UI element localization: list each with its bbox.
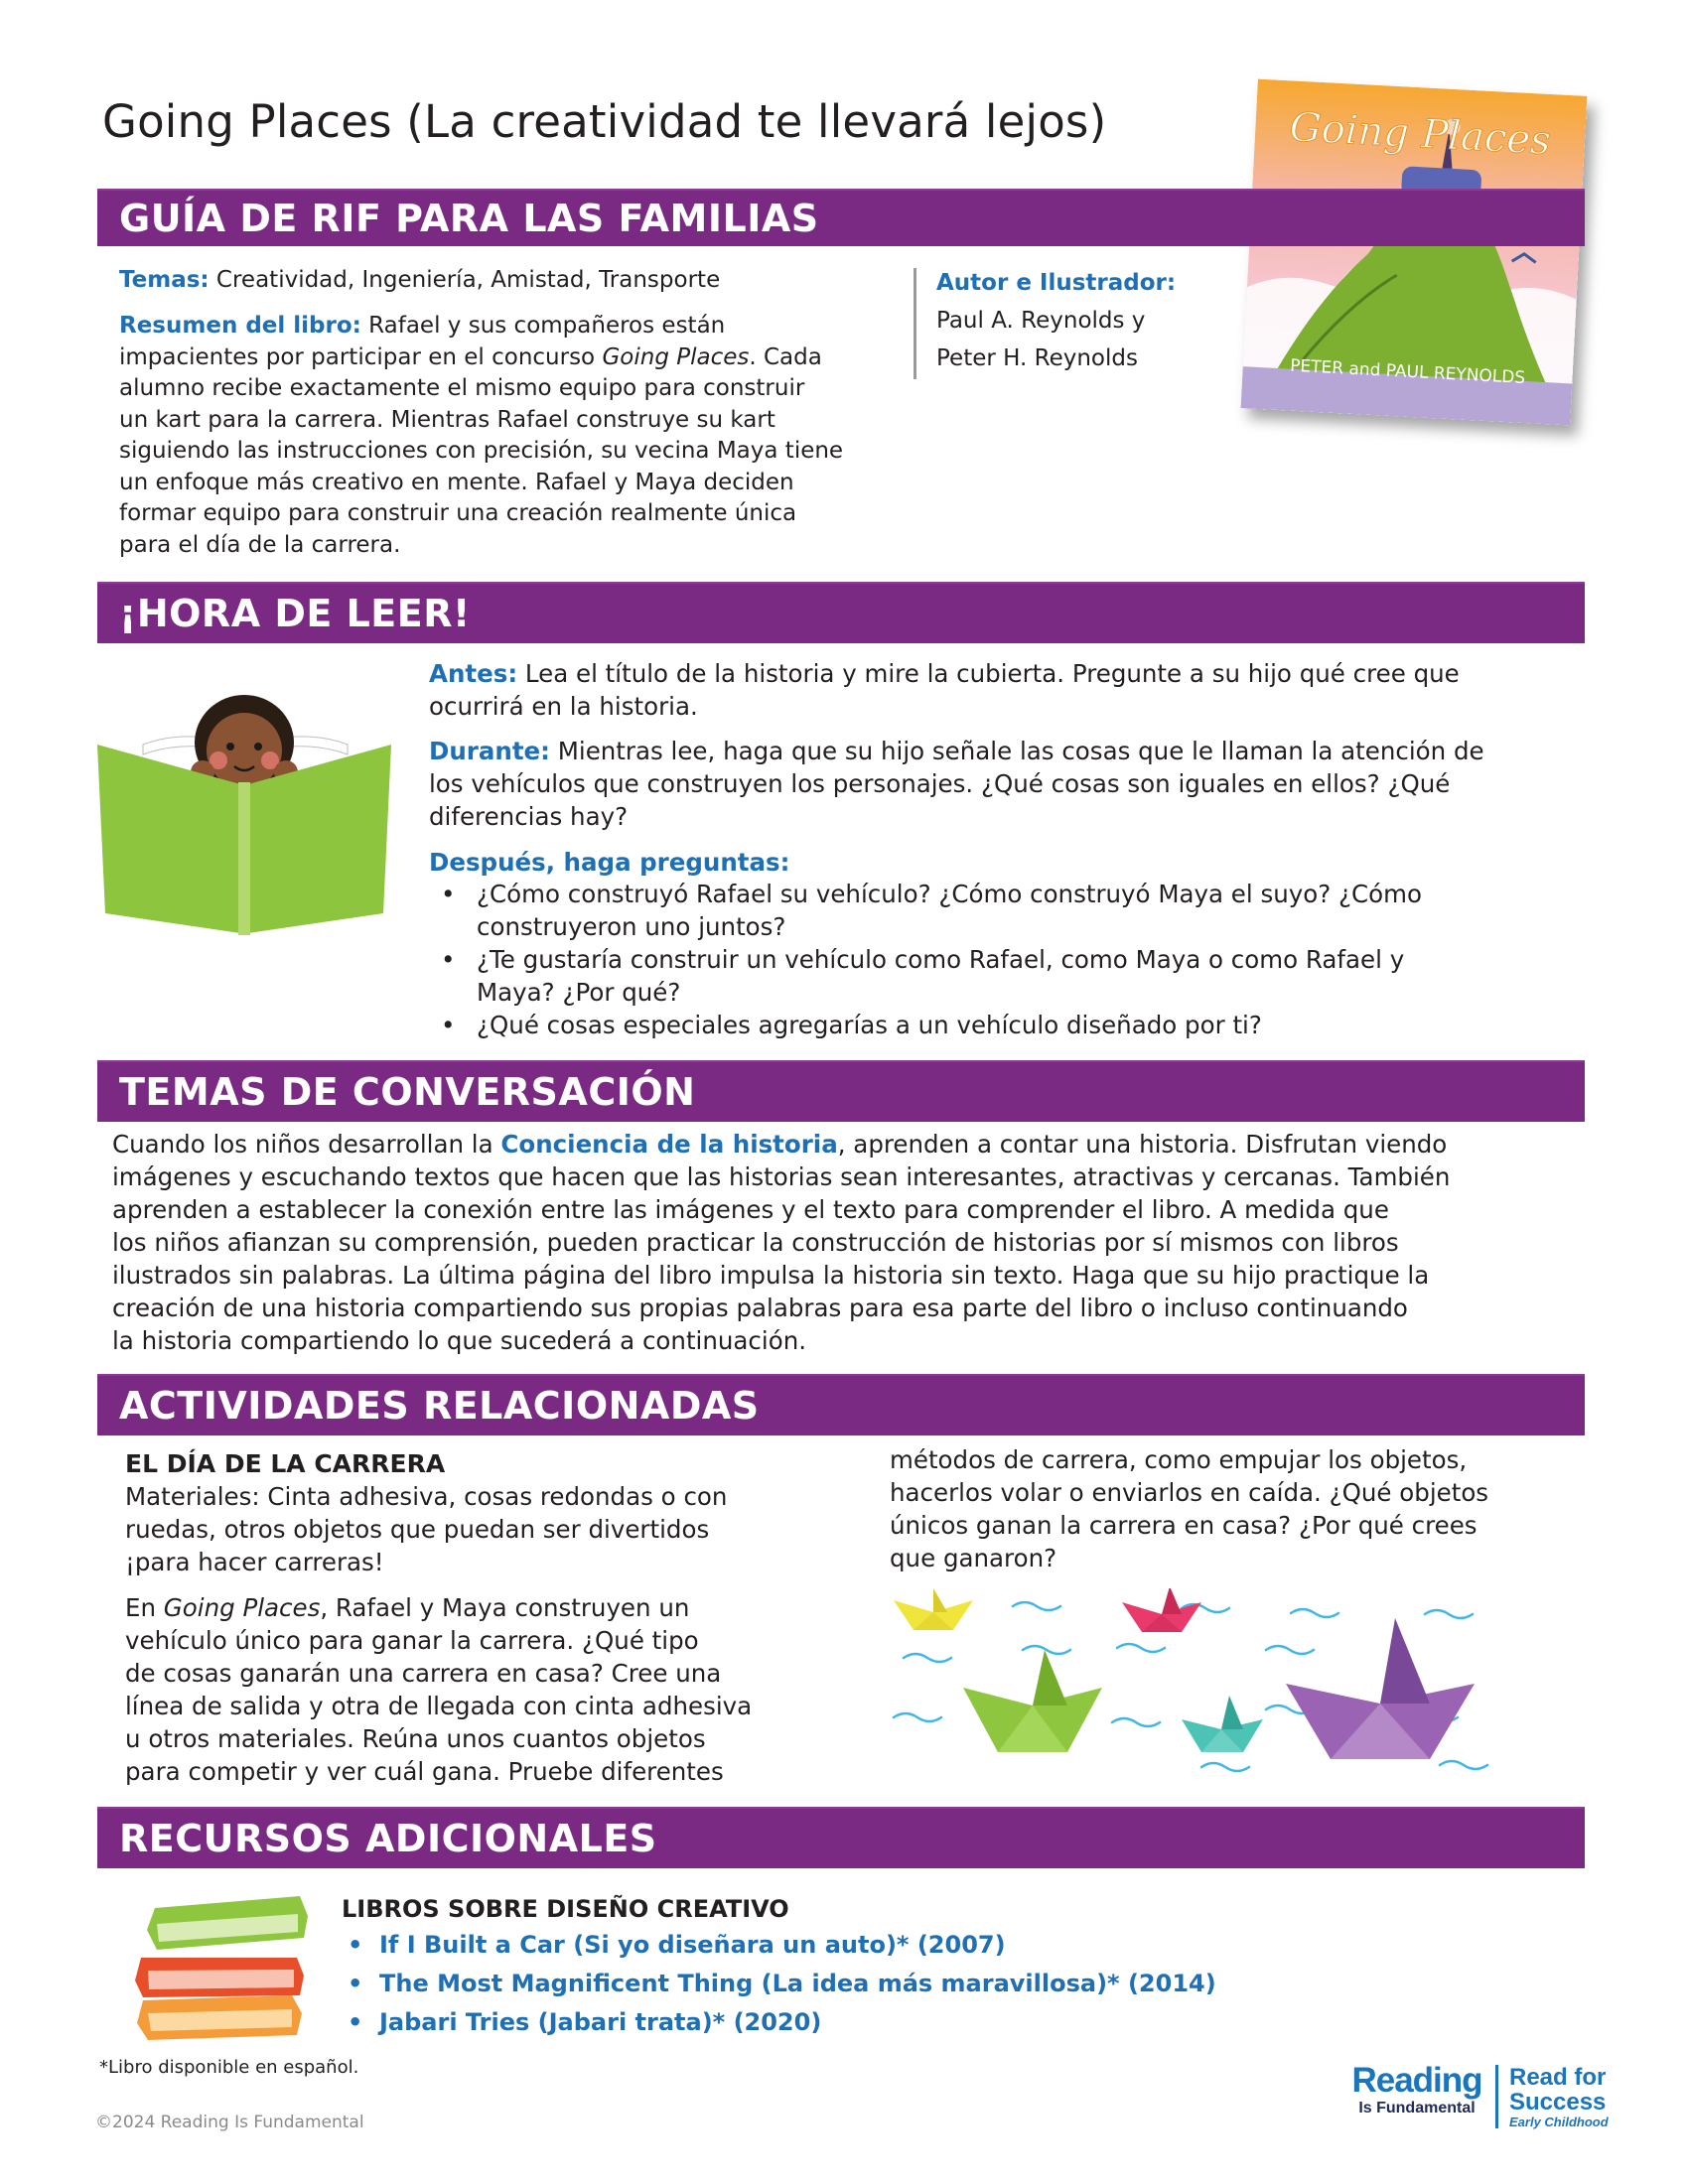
book-summary (119, 311, 914, 561)
activity-instructions (125, 1591, 850, 1788)
themes-label: Temas: (119, 267, 210, 293)
summary-book-title: Going Places (602, 343, 750, 370)
activity-line: métodos de carrera, como empujar los objetos, (890, 1445, 1468, 1474)
activity-line: línea de salida y otra de llegada con cinta adhesiva (125, 1692, 753, 1720)
talk-line: creación de una historia compartiendo sus propias palabras para esa parte del libro o incluso continuando (112, 1294, 1408, 1322)
cover-title: Going Places (1288, 104, 1552, 165)
copyright: ©2024 Reading Is Fundamental (95, 2113, 364, 2132)
section-heading-talk: TEMAS DE CONVERSACIÓN (97, 1060, 1585, 1122)
activity-line: hacerlos volar o enviarlos en caída. ¿Qué objetos (890, 1478, 1489, 1507)
list-item (429, 1009, 1581, 1041)
talk-line: aprenden a establecer la conexión entre las imágenes y el texto para comprender el libro. A medida que (112, 1195, 1389, 1224)
teal-boat (1182, 1696, 1263, 1752)
summary-line: impacientes por participar en el concurso (119, 343, 596, 370)
section-heading-read: ¡HORA DE LEER! (97, 582, 1585, 643)
during-label: Durante: (429, 737, 550, 765)
materials-line: ruedas, otros objetos que puedan ser divertidos (125, 1515, 710, 1544)
activity-line: únicos ganan la carrera en casa? ¿Por qué crees (890, 1511, 1477, 1540)
themes-value: Creatividad, Ingeniería, Amistad, Transporte (215, 267, 721, 293)
question-line: construyeron uno juntos? (477, 912, 786, 941)
rif-logo-tagline: Is Fundamental (1358, 2100, 1476, 2116)
author-name: Paul A. Reynolds y (936, 308, 1146, 334)
book-cover-image (1241, 79, 1588, 426)
activity-subheading: EL DÍA DE LA CARRERA (125, 1449, 446, 1478)
read-for-success-logo (1509, 2065, 1618, 2130)
yellow-boat (894, 1588, 973, 1630)
before-reading (429, 657, 1581, 723)
summary-line: un kart para la carrera. Mientras Rafael construye su kart (119, 406, 775, 433)
rfs-line: Read for (1509, 2064, 1607, 2091)
question-line: • ¿Cómo construyó Rafael su vehículo? ¿Cómo construyó Maya el suyo? ¿Cómo (477, 880, 1422, 908)
list-item (429, 943, 1581, 1009)
activity-book-title: Going Places (163, 1593, 321, 1622)
list-item (429, 878, 1581, 943)
author-name: Peter H. Reynolds (936, 345, 1138, 371)
book-stack-illustration (133, 1886, 312, 2045)
page-title: Going Places (La creatividad te llevará lejos) (102, 95, 1107, 148)
after-questions (429, 878, 1581, 1041)
activity-line: de cosas ganarán una carrera en casa? Cree una (125, 1659, 722, 1688)
activity-line: para competir y ver cuál gana. Pruebe diferentes (125, 1757, 724, 1786)
during-line: los vehículos que construyen los personajes. ¿Qué cosas son iguales en ellos? ¿Qué (429, 769, 1451, 798)
author-label: Autor e Ilustrador: (936, 270, 1177, 296)
resources-subheading: LIBROS SOBRE DISEÑO CREATIVO (342, 1895, 789, 1923)
talk-line: ilustrados sin palabras. La última página del libro impulsa la historia sin texto. Haga que su hijo practique la (112, 1261, 1430, 1290)
summary-line: para el día de la carrera. (119, 531, 401, 558)
logo-divider (1495, 2065, 1498, 2128)
pink-boat (1122, 1588, 1201, 1632)
talk-line: los niños afianzan su comprensión, pueden practicar la construcción de historias por sí mismos con libros (112, 1228, 1399, 1257)
recommended-books-list (342, 1926, 1434, 2042)
story-awareness-term: Conciencia de la historia (500, 1130, 838, 1159)
talk-line: la historia compartiendo lo que sucederá a continuación. (112, 1326, 807, 1355)
activity-line: , Rafael y Maya construyen un (320, 1593, 690, 1622)
summary-line: alumno recibe exactamente el mismo equipo para construir (119, 375, 805, 401)
question-line: • ¿Te gustaría construir un vehículo como Rafael, como Maya o como Rafael y (477, 945, 1405, 974)
green-boat (963, 1650, 1102, 1752)
before-line: ocurrirá en la historia. (429, 692, 698, 721)
footnote: *Libro disponible en español. (99, 2057, 359, 2078)
before-label: Antes: (429, 659, 518, 688)
themes-line (119, 264, 914, 296)
rif-logo (1342, 2063, 1491, 2118)
cover-authors: PETER and PAUL REYNOLDS (1289, 355, 1526, 389)
activity-instructions-continued (890, 1443, 1585, 1574)
activity-materials (125, 1480, 850, 1578)
talk-paragraph (112, 1128, 1592, 1357)
book-link[interactable]: • The Most Magnificent Thing (La idea más maravillosa)* (2014) (342, 1965, 1434, 2003)
before-line: Lea el título de la historia y mire la cubierta. Pregunte a su hijo qué cree que (524, 659, 1460, 688)
author-block (936, 264, 1234, 377)
materials-line: ¡para hacer carreras! (125, 1548, 384, 1576)
book-link[interactable]: • If I Built a Car (Si yo diseñara un auto)* (2007) (342, 1926, 1434, 1965)
section-heading-guide: GUÍA DE RIF PARA LAS FAMILIAS (97, 189, 1585, 246)
talk-line: Cuando los niños desarrollan la (112, 1130, 501, 1159)
rfs-line: Success (1509, 2089, 1607, 2116)
child-reading-illustration (95, 685, 393, 943)
section-heading-activities: ACTIVIDADES RELACIONADAS (97, 1374, 1585, 1435)
after-label: Después, haga preguntas: (429, 848, 790, 877)
summary-line: . Cada (749, 343, 822, 370)
activity-line: que ganaron? (890, 1544, 1057, 1572)
summary-label: Resumen del libro: (119, 313, 361, 339)
question-line: • ¿Qué cosas especiales agregarías a un vehículo diseñado por ti? (477, 1011, 1262, 1039)
activity-line: vehículo único para ganar la carrera. ¿Qué tipo (125, 1626, 699, 1655)
column-divider (914, 268, 916, 379)
question-line: Maya? ¿Por qué? (477, 978, 681, 1007)
purple-boat (1286, 1618, 1475, 1759)
summary-line: formar equipo para construir una creación realmente única (119, 500, 797, 526)
section-heading-resources: RECURSOS ADICIONALES (97, 1807, 1585, 1868)
materials-line: Materiales: Cinta adhesiva, cosas redondas o con (125, 1482, 728, 1511)
talk-line: imágenes y escuchando textos que hacen que las historias sean interesantes, atractivas y cercanas. También (112, 1162, 1451, 1191)
paper-boats-illustration (884, 1588, 1569, 1787)
activity-line: u otros materiales. Reúna unos cuantos objetos (125, 1724, 706, 1753)
during-reading (429, 735, 1581, 833)
book-link[interactable]: • Jabari Tries (Jabari trata)* (2020) (342, 2003, 1434, 2042)
summary-line: siguiendo las instrucciones con precisión, su vecina Maya tiene (119, 438, 844, 464)
during-line: diferencias hay? (429, 802, 629, 831)
activity-line: En (125, 1593, 164, 1622)
talk-line: , aprenden a contar una historia. Disfrutan viendo (837, 1130, 1448, 1159)
rif-logo-wordmark: Reading (1351, 2061, 1482, 2100)
summary-line: un enfoque más creativo en mente. Rafael y Maya deciden (119, 469, 794, 495)
summary-line: Rafael y sus compañeros están (368, 313, 726, 339)
during-line: Mientras lee, haga que su hijo señale las cosas que le llaman la atención de (557, 737, 1484, 765)
rfs-tagline: Early Childhood (1509, 2115, 1609, 2129)
